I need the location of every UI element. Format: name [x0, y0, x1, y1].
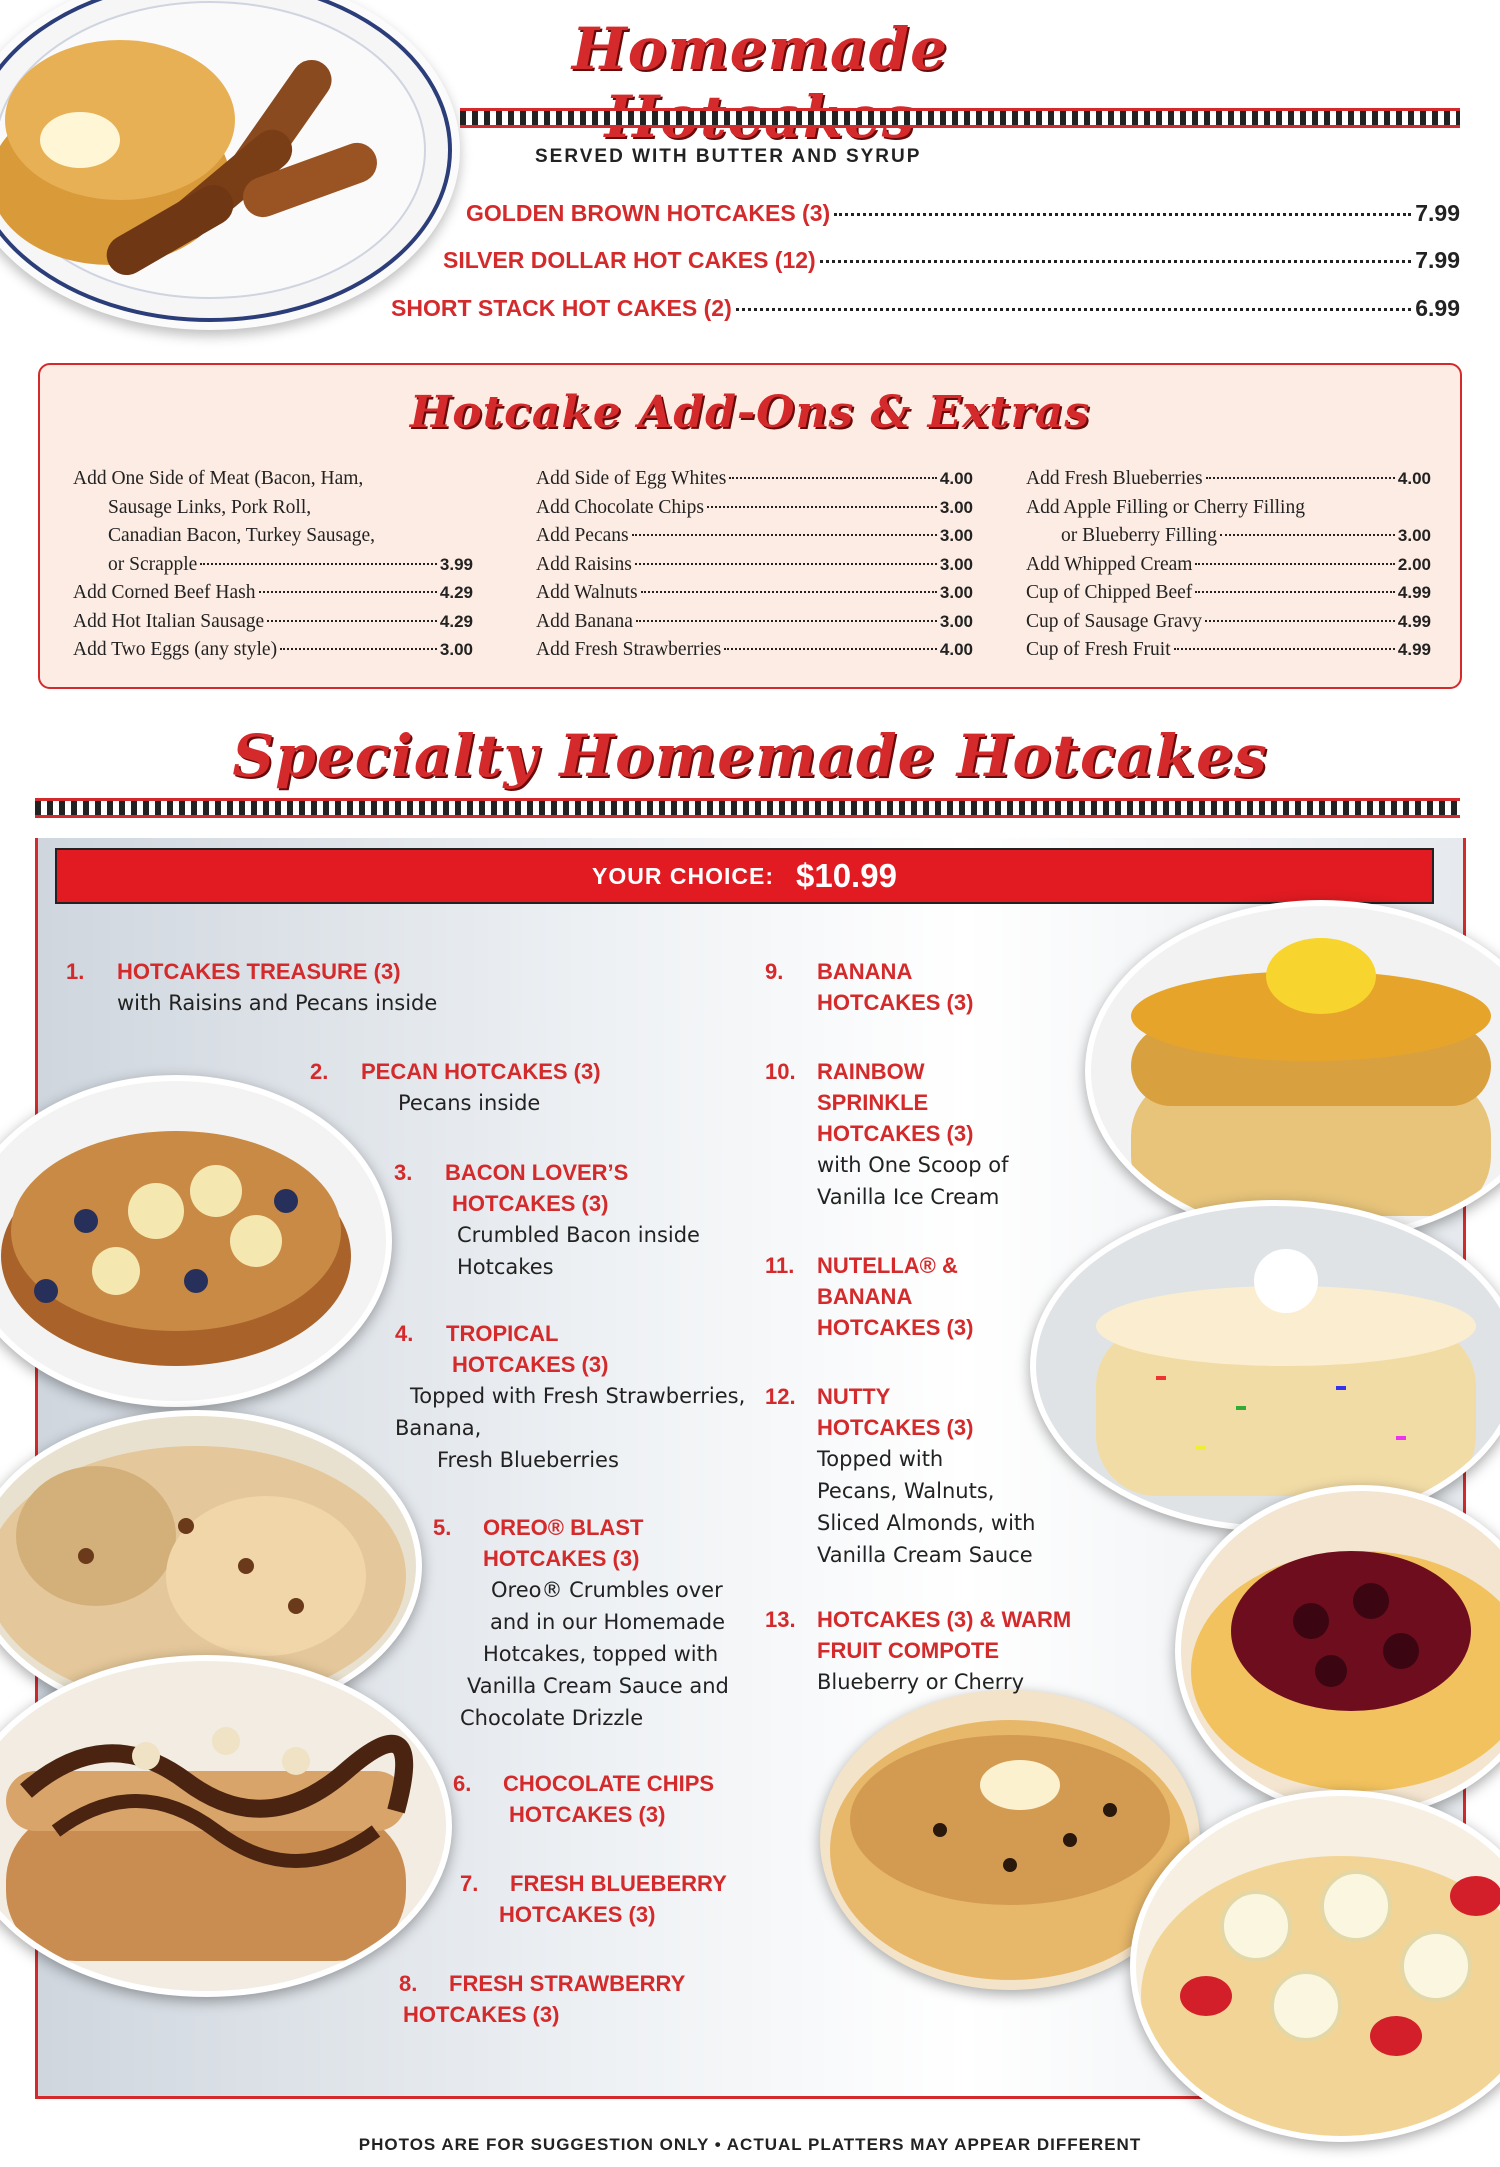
item-number: 8. — [399, 1971, 418, 1996]
item-desc: Vanilla Cream Sauce and — [467, 1674, 729, 1698]
item-number: 2. — [310, 1059, 329, 1084]
addon-name: Add Banana — [536, 610, 633, 632]
leader-dots — [1195, 591, 1395, 593]
addon-meat-line3: Canadian Bacon, Turkey Sausage, — [108, 525, 376, 546]
item-name: SILVER DOLLAR HOT CAKES (12) — [443, 247, 816, 273]
leader-dots — [1195, 563, 1394, 565]
specialty-item-9 — [765, 956, 973, 1018]
item-title: HOTCAKES (3) & WARM — [817, 1607, 1072, 1632]
addon-name: Add Two Eggs (any style) — [73, 639, 278, 660]
specialty-item-1 — [66, 956, 437, 1019]
leader-dots — [1174, 648, 1395, 650]
addons-column-2 — [536, 465, 973, 665]
addon-item — [1026, 579, 1431, 608]
item-title: HOTCAKES (3) — [817, 990, 974, 1015]
item-title: HOTCAKES (3) — [483, 1546, 640, 1571]
leader-dots — [632, 534, 937, 536]
menu-item-golden-brown — [466, 200, 1460, 227]
specialty-checker-divider — [35, 798, 1460, 818]
leader-dots — [820, 260, 1412, 263]
item-title: BANANA — [817, 1284, 913, 1309]
item-number: 12. — [765, 1384, 796, 1409]
addon-price: 3.00 — [439, 640, 473, 659]
menu-item-silver-dollar — [443, 247, 1460, 274]
addon-item — [1026, 636, 1431, 665]
addon-name: Add Hot Italian Sausage — [73, 610, 265, 632]
item-title: HOTCAKES (3) — [817, 1315, 974, 1340]
addon-item — [536, 551, 973, 580]
item-desc: and in our Homemade — [490, 1610, 726, 1634]
item-desc: Fresh Blueberries — [437, 1448, 619, 1472]
addon-price: 2.00 — [1397, 554, 1431, 574]
addons-column-1 — [73, 465, 473, 665]
addon-meat-line2: Sausage Links, Pork Roll, — [108, 496, 312, 518]
item-number: 3. — [394, 1160, 413, 1185]
addon-price: 3.00 — [1397, 526, 1431, 545]
leader-dots — [641, 591, 937, 593]
leader-dots — [736, 308, 1411, 311]
addon-name: Add Pecans — [536, 525, 629, 546]
item-title: NUTELLA® & — [817, 1253, 958, 1278]
addon-name: Add Raisins — [536, 553, 632, 575]
item-desc: with One Scoop of — [817, 1153, 1009, 1177]
addon-meat-line1: Add One Side of Meat (Bacon, Ham, — [73, 468, 364, 489]
item-number: 6. — [453, 1771, 472, 1796]
title-checker-divider — [460, 108, 1460, 128]
addon-price: 3.00 — [939, 554, 973, 574]
item-desc: Pecans, Walnuts, — [817, 1479, 995, 1503]
addon-name: Add Corned Beef Hash — [73, 582, 256, 603]
addon-name: Add Side of Egg Whites — [536, 468, 727, 489]
item-desc: with Raisins and Pecans inside — [117, 991, 438, 1015]
item-title: HOTCAKES (3) — [817, 1121, 974, 1146]
addon-item — [1026, 465, 1431, 494]
addon-price: 3.99 — [439, 554, 473, 574]
specialty-item-2 — [310, 1056, 601, 1119]
your-choice-bar — [55, 848, 1434, 904]
choice-price: $10.99 — [796, 857, 897, 894]
addon-price: 3.00 — [939, 583, 973, 602]
item-title: BANANA — [817, 959, 913, 984]
leader-dots — [267, 620, 437, 622]
item-desc: Topped with Fresh Strawberries, — [410, 1384, 746, 1408]
item-desc: Chocolate Drizzle — [460, 1706, 644, 1730]
addon-item — [73, 579, 473, 608]
leader-dots — [1205, 620, 1395, 622]
addon-name: or Blueberry Filling — [1061, 525, 1217, 546]
leader-dots — [635, 563, 937, 565]
addon-price: 4.00 — [939, 469, 973, 488]
addons-column-3 — [1026, 465, 1431, 665]
addon-item — [1026, 608, 1431, 637]
item-title: BACON LOVER’S — [445, 1160, 629, 1185]
addon-item — [536, 465, 973, 494]
item-name: SHORT STACK HOT CAKES (2) — [391, 295, 732, 321]
item-desc: Vanilla Cream Sauce — [817, 1543, 1033, 1567]
addon-name: Add Walnuts — [536, 582, 638, 603]
item-number: 11. — [765, 1253, 795, 1278]
item-title: CHOCOLATE CHIPS — [503, 1771, 715, 1796]
specialty-item-5 — [433, 1512, 729, 1734]
header-subtitle: SERVED WITH BUTTER AND SYRUP — [535, 146, 922, 167]
item-price: 7.99 — [1415, 247, 1460, 273]
item-title: HOTCAKES TREASURE (3) — [117, 959, 401, 984]
addon-price: 4.99 — [1397, 640, 1431, 659]
item-desc: Hotcakes, topped with — [483, 1642, 719, 1666]
item-price: 6.99 — [1415, 295, 1460, 321]
addon-name: or Scrapple — [108, 553, 198, 575]
addon-name: Add Chocolate Chips — [536, 496, 704, 518]
addon-price: 4.00 — [1397, 469, 1431, 488]
addon-name: Cup of Fresh Fruit — [1026, 639, 1171, 660]
addon-name: Add Whipped Cream — [1026, 553, 1193, 575]
leader-dots — [707, 506, 937, 508]
item-desc: Pecans inside — [398, 1091, 541, 1115]
addon-item — [1026, 522, 1431, 551]
leader-dots — [1220, 534, 1395, 536]
item-title: FRUIT COMPOTE — [817, 1638, 1000, 1663]
specialty-item-4 — [395, 1318, 745, 1476]
item-desc: Oreo® Crumbles over — [491, 1578, 723, 1602]
item-title: NUTTY — [817, 1384, 891, 1409]
item-title: HOTCAKES (3) — [499, 1902, 656, 1927]
item-title: HOTCAKES (3) — [452, 1191, 609, 1216]
addon-price: 4.29 — [439, 611, 473, 631]
addon-price: 4.00 — [939, 640, 973, 659]
addon-item — [536, 608, 973, 637]
addon-item — [536, 636, 973, 665]
addon-price: 4.99 — [1397, 583, 1431, 602]
addon-item — [73, 608, 473, 637]
item-title: SPRINKLE — [817, 1090, 929, 1115]
choice-label: YOUR CHOICE: — [592, 862, 774, 889]
addon-item — [1026, 551, 1431, 580]
leader-dots — [280, 648, 437, 650]
specialty-item-10 — [765, 1056, 1008, 1213]
item-number: 4. — [395, 1321, 414, 1346]
item-number: 10. — [765, 1059, 796, 1084]
addon-price: 4.29 — [439, 583, 473, 602]
specialty-title: Specialty Homemade Hotcakes — [232, 722, 1268, 790]
addon-name: Cup of Sausage Gravy — [1026, 610, 1203, 632]
item-desc: Topped with — [817, 1447, 944, 1471]
footer-disclaimer: PHOTOS ARE FOR SUGGESTION ONLY • ACTUAL PLATTERS MAY APPEAR DIFFERENT — [358, 2135, 1142, 2154]
leader-dots — [259, 591, 437, 593]
menu-item-short-stack — [391, 295, 1460, 322]
item-number: 7. — [460, 1871, 479, 1896]
item-number: 1. — [66, 959, 85, 984]
item-desc: Hotcakes — [457, 1255, 554, 1279]
leader-dots — [1206, 477, 1395, 479]
addon-item — [536, 494, 973, 523]
specialty-item-3 — [394, 1157, 700, 1283]
leader-dots — [729, 477, 937, 479]
item-name: GOLDEN BROWN HOTCAKES (3) — [466, 200, 831, 226]
addons-panel — [38, 363, 1462, 689]
item-title: HOTCAKES (3) — [452, 1352, 609, 1377]
item-title: OREO® BLAST — [483, 1515, 644, 1540]
item-title: HOTCAKES (3) — [817, 1415, 974, 1440]
item-price: 7.99 — [1415, 200, 1460, 226]
specialty-item-6 — [453, 1768, 714, 1830]
item-desc: Crumbled Bacon inside — [457, 1223, 700, 1247]
item-number: 5. — [433, 1515, 452, 1540]
specialty-item-12 — [765, 1381, 1035, 1571]
hotcakes-sausage-photo — [0, 0, 460, 330]
specialty-item-13 — [765, 1604, 1071, 1698]
addon-item — [536, 579, 973, 608]
item-title: RAINBOW — [817, 1059, 925, 1084]
item-desc: Vanilla Ice Cream — [817, 1185, 1000, 1209]
item-number: 9. — [765, 959, 784, 984]
item-desc: Sliced Almonds, with — [817, 1511, 1036, 1535]
page-title: Homemade — [571, 15, 949, 83]
leader-dots — [636, 620, 937, 622]
item-title: PECAN HOTCAKES (3) — [361, 1059, 601, 1084]
addon-item — [73, 551, 473, 580]
addon-price: 3.00 — [939, 611, 973, 631]
addon-price: 3.00 — [939, 526, 973, 545]
leader-dots — [200, 563, 437, 565]
addons-title: Hotcake Add-Ons & Extras — [409, 387, 1091, 438]
addon-filling-line1: Add Apple Filling or Cherry Filling — [1026, 496, 1305, 518]
specialty-item-8 — [399, 1968, 685, 2030]
item-desc: Blueberry or Cherry — [817, 1670, 1025, 1694]
item-title: FRESH STRAWBERRY — [449, 1971, 686, 1996]
rainbow-sprinkle-hotcakes-photo — [1030, 1200, 1500, 1532]
addon-price: 4.99 — [1397, 611, 1431, 631]
addon-item — [536, 522, 973, 551]
specialty-item-11 — [765, 1250, 973, 1343]
item-title: TROPICAL — [446, 1321, 559, 1346]
item-title: HOTCAKES (3) — [403, 2002, 560, 2027]
item-desc: Banana, — [395, 1416, 482, 1440]
addon-item — [73, 636, 473, 665]
addon-name: Add Fresh Strawberries — [536, 639, 722, 660]
leader-dots — [834, 213, 1411, 216]
addon-price: 3.00 — [939, 497, 973, 517]
item-title: HOTCAKES (3) — [509, 1802, 666, 1827]
leader-dots — [724, 648, 937, 650]
item-number: 13. — [765, 1607, 796, 1632]
addon-name: Add Fresh Blueberries — [1026, 468, 1203, 489]
specialty-item-7 — [460, 1868, 727, 1930]
item-title: FRESH BLUEBERRY — [510, 1871, 727, 1896]
addon-name: Cup of Chipped Beef — [1026, 582, 1193, 603]
